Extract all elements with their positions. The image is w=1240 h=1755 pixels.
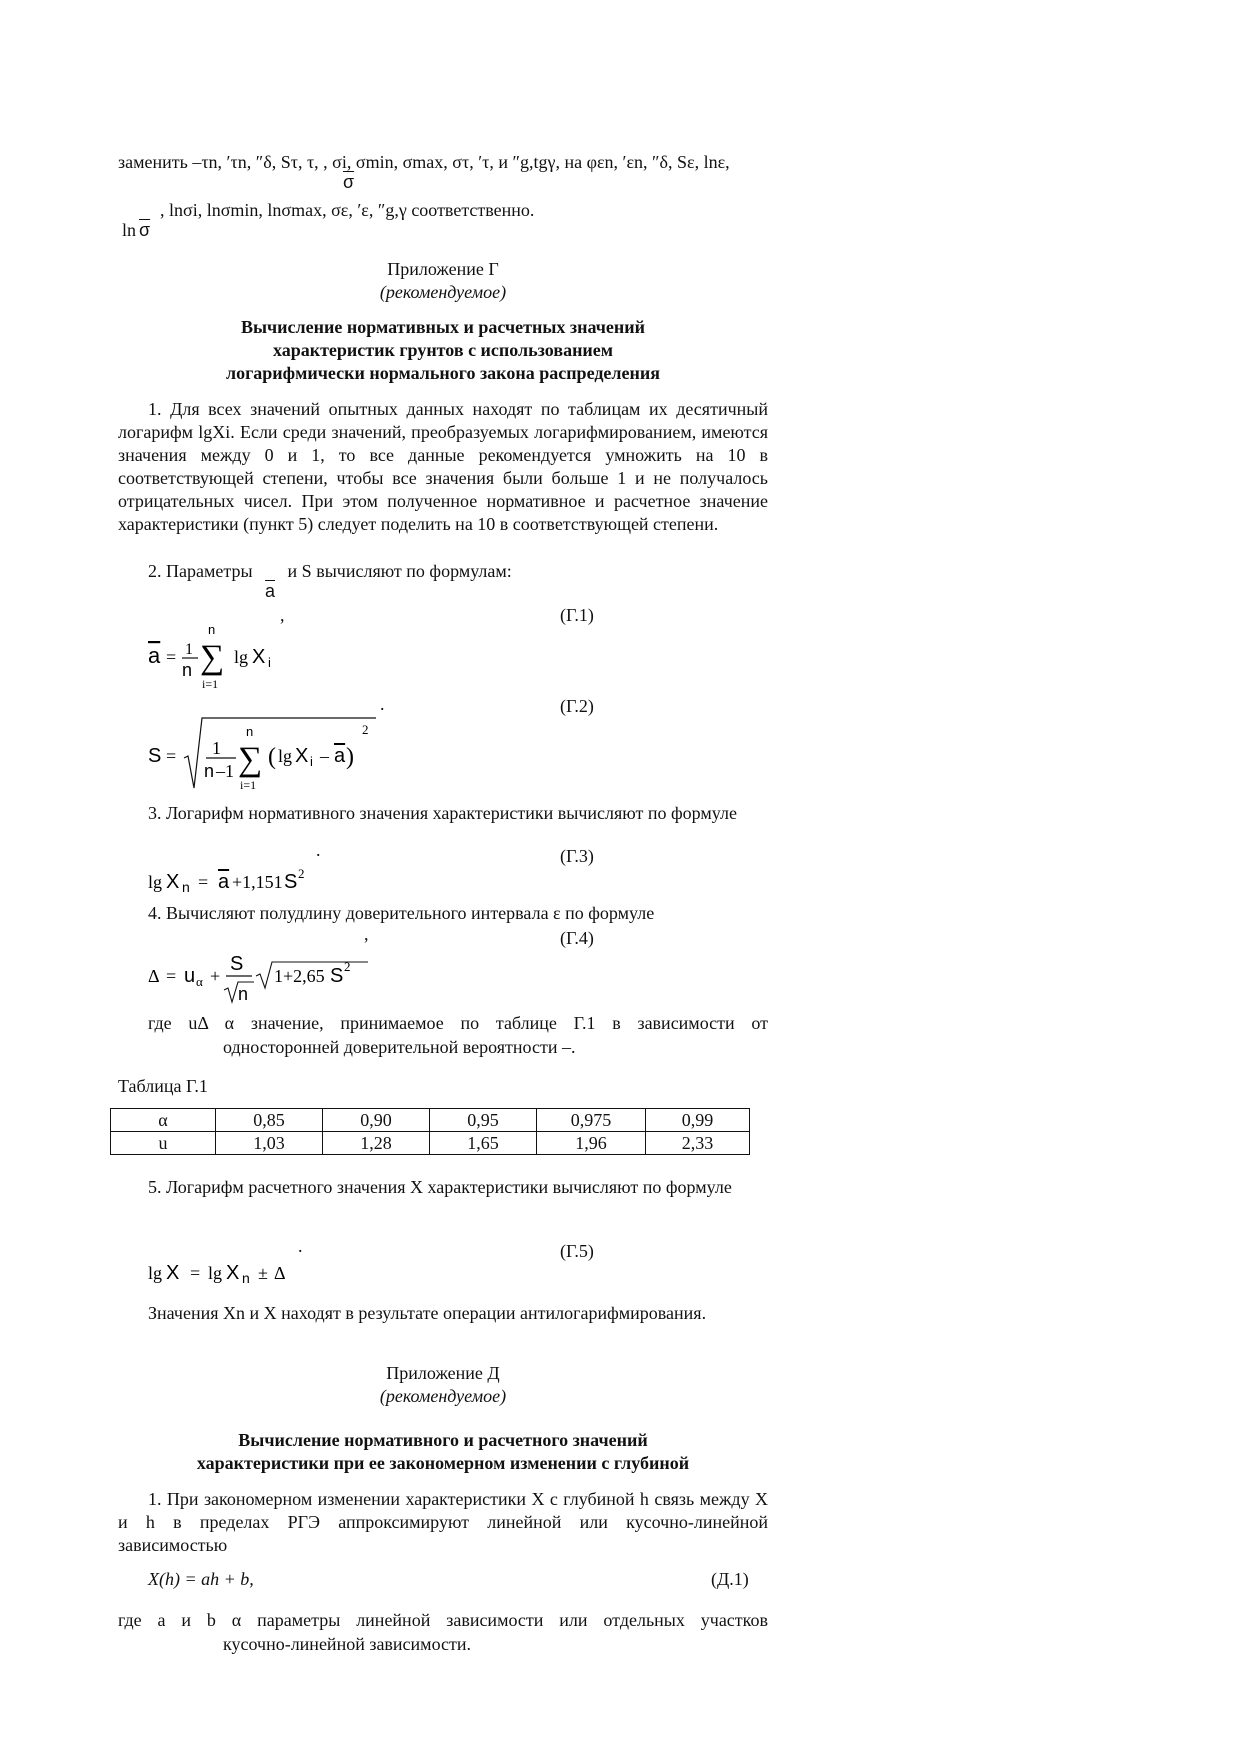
formula-g1 [148,622,288,692]
table-cell: 1,96 [537,1132,646,1155]
a-bar-symbol: $\overline{a}$ [265,581,276,601]
equation-number-g4: (Г.4) [560,928,594,948]
svg-text:∑: ∑ [238,741,263,778]
svg-text:S: S [148,745,162,767]
svg-text:lg: lg [208,1263,223,1283]
appendix-g-paragraph-2: 2. Параметры $\overline{a}$ и S вычисляют по формулам: [148,561,512,601]
sigma-bar-symbol: $\overline{\sigma}$ [343,172,355,192]
svg-text:lg: lg [234,647,249,667]
svg-text:i=1: i=1 [202,677,219,691]
svg-text:n: n [182,879,190,895]
appendix-d-subtitle: (рекомендуемое) [379,1386,507,1406]
formula-period: . [298,1236,303,1256]
svg-text:=: = [198,872,209,892]
svg-text:lg: lg [278,746,293,766]
svg-text:α: α [196,974,203,989]
svg-text:n: n [242,1270,250,1286]
svg-text:±: ± [258,1263,268,1283]
svg-text:1: 1 [185,641,193,658]
table-cell: 1,03 [216,1132,323,1155]
equation-number-g3: (Г.3) [560,846,594,866]
svg-text:a: a [148,643,161,668]
appendix-d-heading-line-1: Вычисление нормативного и расчетного значений [238,1430,648,1450]
svg-text:Δ: Δ [274,1263,286,1283]
appendix-d-title: Приложение Д [386,1363,500,1383]
table-row [111,1132,750,1155]
table-cell: u [111,1132,216,1155]
appendix-d-where-line-1: где a и b α параметры линейной зависимости или отдельных участков [118,1610,768,1630]
svg-text:lg: lg [148,1263,163,1283]
appendix-d-where-line-2: кусочно-линейной зависимости. [223,1634,472,1654]
svg-text:1+2,65: 1+2,65 [274,966,325,986]
svg-text:X: X [166,871,180,893]
svg-text:X: X [166,1262,180,1284]
svg-text:X: X [252,646,266,668]
appendix-g-heading-line-2: характеристик грунтов с использованием [272,340,614,360]
svg-text:a: a [218,871,230,893]
equation-number-g2: (Г.2) [560,696,594,716]
svg-text:u: u [184,965,196,987]
appendix-g-paragraph-5: 5. Логарифм расчетного значения X характеристики вычисляют по формуле [148,1177,732,1197]
appendix-g-paragraph-3: 3. Логарифм нормативного значения характеристики вычисляют по формуле [148,803,737,823]
svg-text:(: ( [268,744,276,770]
table-cell: 0,90 [323,1109,430,1132]
table-cell: 1,65 [430,1132,537,1155]
equation-number-d1: (Д.1) [711,1569,749,1589]
appendix-g-paragraph-6: Значения Xn и X находят в результате операции антилогарифмирования. [148,1303,707,1323]
appendix-g-subtitle: (рекомендуемое) [379,282,507,302]
svg-text:–: – [320,746,329,766]
svg-text:=: = [166,647,177,667]
table-row [111,1109,750,1132]
svg-text:+: + [210,966,221,986]
svg-text:1: 1 [212,738,221,758]
formula-comma: , [364,924,369,944]
table-caption: Таблица Г.1 [118,1076,208,1096]
svg-text:S: S [330,965,344,987]
svg-text:2: 2 [362,722,369,737]
svg-text:S: S [230,953,244,975]
table-cell: 1,28 [323,1132,430,1155]
ln-sigma-bar: $\ln \overline{\sigma}$ [122,220,151,240]
appendix-g-title: Приложение Г [387,259,499,279]
svg-text:2: 2 [344,959,351,974]
table-g1 [110,1108,750,1155]
svg-text:–1: –1 [216,761,234,781]
svg-text:a: a [334,745,346,767]
svg-text:n: n [204,761,215,781]
formula-g2 [148,712,378,792]
appendix-g-where-line-1: где uΔ α значение, принимаемое по таблице Г.1 в зависимости от [148,1013,768,1033]
svg-text:∑: ∑ [200,639,225,676]
formula-g5 [148,1252,318,1288]
svg-text:n: n [246,724,254,739]
table-cell: α [111,1109,216,1132]
formula-g4 [148,944,378,1006]
svg-text:n: n [182,660,193,680]
table-cell: 0,975 [537,1109,646,1132]
equation-number-g5: (Г.5) [560,1241,594,1261]
svg-text:=: = [190,1263,201,1283]
appendix-g-paragraph-4: 4. Вычисляют полудлину доверительного интервала ε по формуле [148,903,655,923]
svg-text:+1,151: +1,151 [232,872,283,892]
formula-period: . [316,840,321,860]
svg-text:): ) [346,744,354,770]
appendix-g-paragraph-1: 1. Для всех значений опытных данных находят по таблицам их десятичный логарифм lgXi. Если среди значений, преобразуемых логарифмированием, имеются значения между 0 и 1, то все данные рекомендуется умножить на 10 в соответствующей степени, чтобы все значения были больше 1 и не получалось отрицательных чисел. При этом полученное нормативное и расчетное значение характеристики (пункт 5) следует поделить на 10 в соответствующей степени. [118,399,768,534]
appendix-g-heading-line-1: Вычисление нормативных и расчетных значений [240,317,646,337]
substitution-line-2: , lnσi, lnσmin, lnσmax, σε, ′ε, ″g,γ соответственно. [160,200,535,220]
formula-g3 [148,858,338,898]
svg-text:X: X [295,745,309,767]
appendix-d-heading-line-2: характеристики при ее закономерном изменении с глубиной [196,1453,690,1473]
table-cell: 0,99 [646,1109,750,1132]
svg-text:Δ: Δ [148,966,160,986]
svg-text:i: i [310,754,313,769]
table-cell: 2,33 [646,1132,750,1155]
equation-number-g1: (Г.1) [560,605,594,625]
svg-text:n: n [208,622,216,637]
appendix-d-paragraph-1: 1. При закономерном изменении характеристики X с глубиной h связь между X и h в пределах РГЭ аппроксимируют линейной или кусочно-линейной зависимостью [118,1489,768,1555]
substitution-line-1: заменить –τn, ′τn, ″δ, Sτ, τ, , σi, σmin, σmax, στ, ′τ, и ″g,tgγ, на φεn, ′εn, ″δ, Sε, lnε, [118,152,730,172]
table-cell: 0,85 [216,1109,323,1132]
svg-text:X: X [226,1262,240,1284]
svg-text:=: = [166,966,177,986]
svg-text:2: 2 [298,866,305,881]
appendix-g-where-line-2: односторонней доверительной вероятности –. [223,1037,576,1057]
svg-text:n: n [238,984,249,1004]
appendix-g-heading-line-3: логарифмически нормального закона распределения [226,363,660,383]
svg-text:=: = [166,746,177,766]
formula-comma: , [280,605,285,625]
svg-text:S: S [284,871,298,893]
svg-text:i: i [268,655,271,670]
formula-d1: X(h) = ah + b, [148,1569,254,1589]
formula-period: . [380,694,385,714]
table-cell: 0,95 [430,1109,537,1132]
svg-text:lg: lg [148,872,163,892]
svg-text:i=1: i=1 [240,778,257,792]
